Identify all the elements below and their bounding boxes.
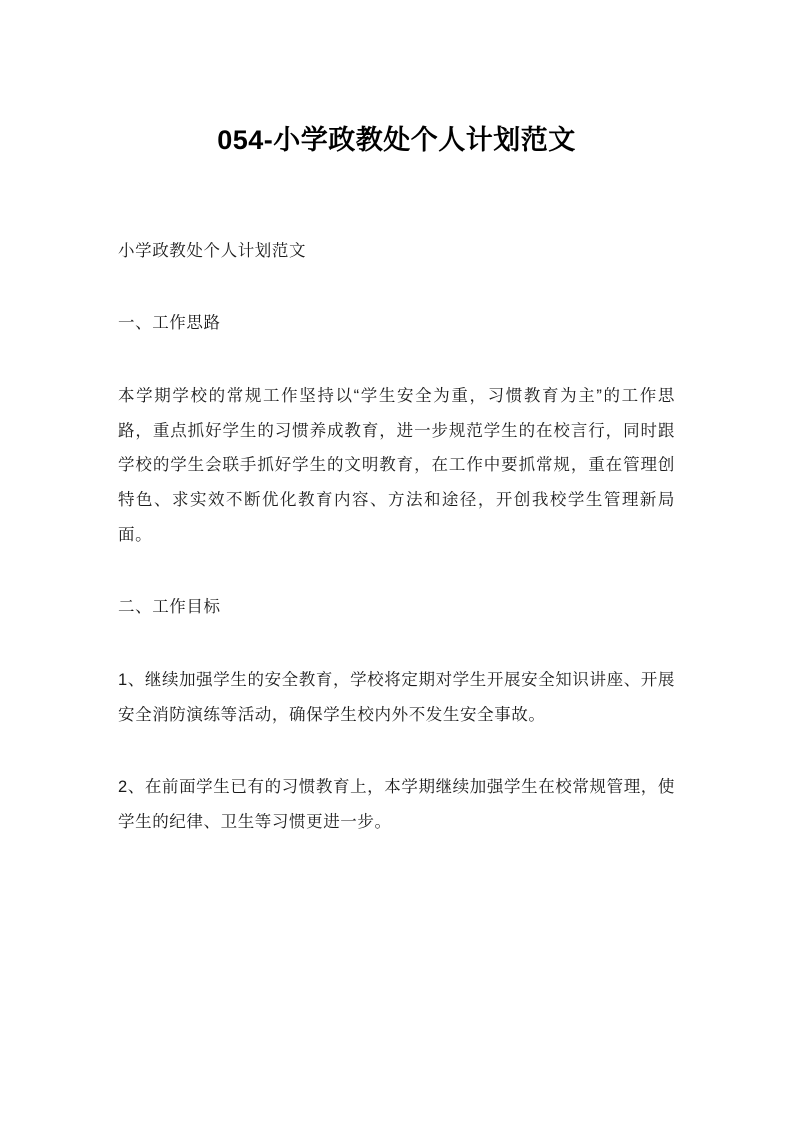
- paragraph-section-heading-1: 一、工作思路: [118, 314, 221, 333]
- document-body: [118, 234, 675, 840]
- paragraph-goal-2: 2、在前面学生已有的习惯教育上，本学期继续加强学生在校常规管理，使学生的纪律、卫生等习惯更进一步。: [118, 778, 675, 831]
- paragraph-section-1-body: 本学期学校的常规工作坚持以“学生安全为重，习惯教育为主”的工作思路，重点抓好学生的习惯养成教育，进一步规范学生的在校言行，同时跟学校的学生会联手抓好学生的文明教育，在工作中要抓常规，重在管理创特色、求实效不断优化教育内容、方法和途径，开创我校学生管理新局面。: [118, 387, 675, 544]
- paragraph-goal-1: 1、继续加强学生的安全教育，学校将定期对学生开展安全知识讲座、开展安全消防演练等活动，确保学生校内外不发生安全事故。: [118, 670, 675, 724]
- paragraph-section-heading-2: 二、工作目标: [118, 598, 221, 617]
- paragraph-subtitle: 小学政教处个人计划范文: [118, 241, 307, 260]
- page-title: 054-小学政教处个人计划范文: [217, 125, 576, 155]
